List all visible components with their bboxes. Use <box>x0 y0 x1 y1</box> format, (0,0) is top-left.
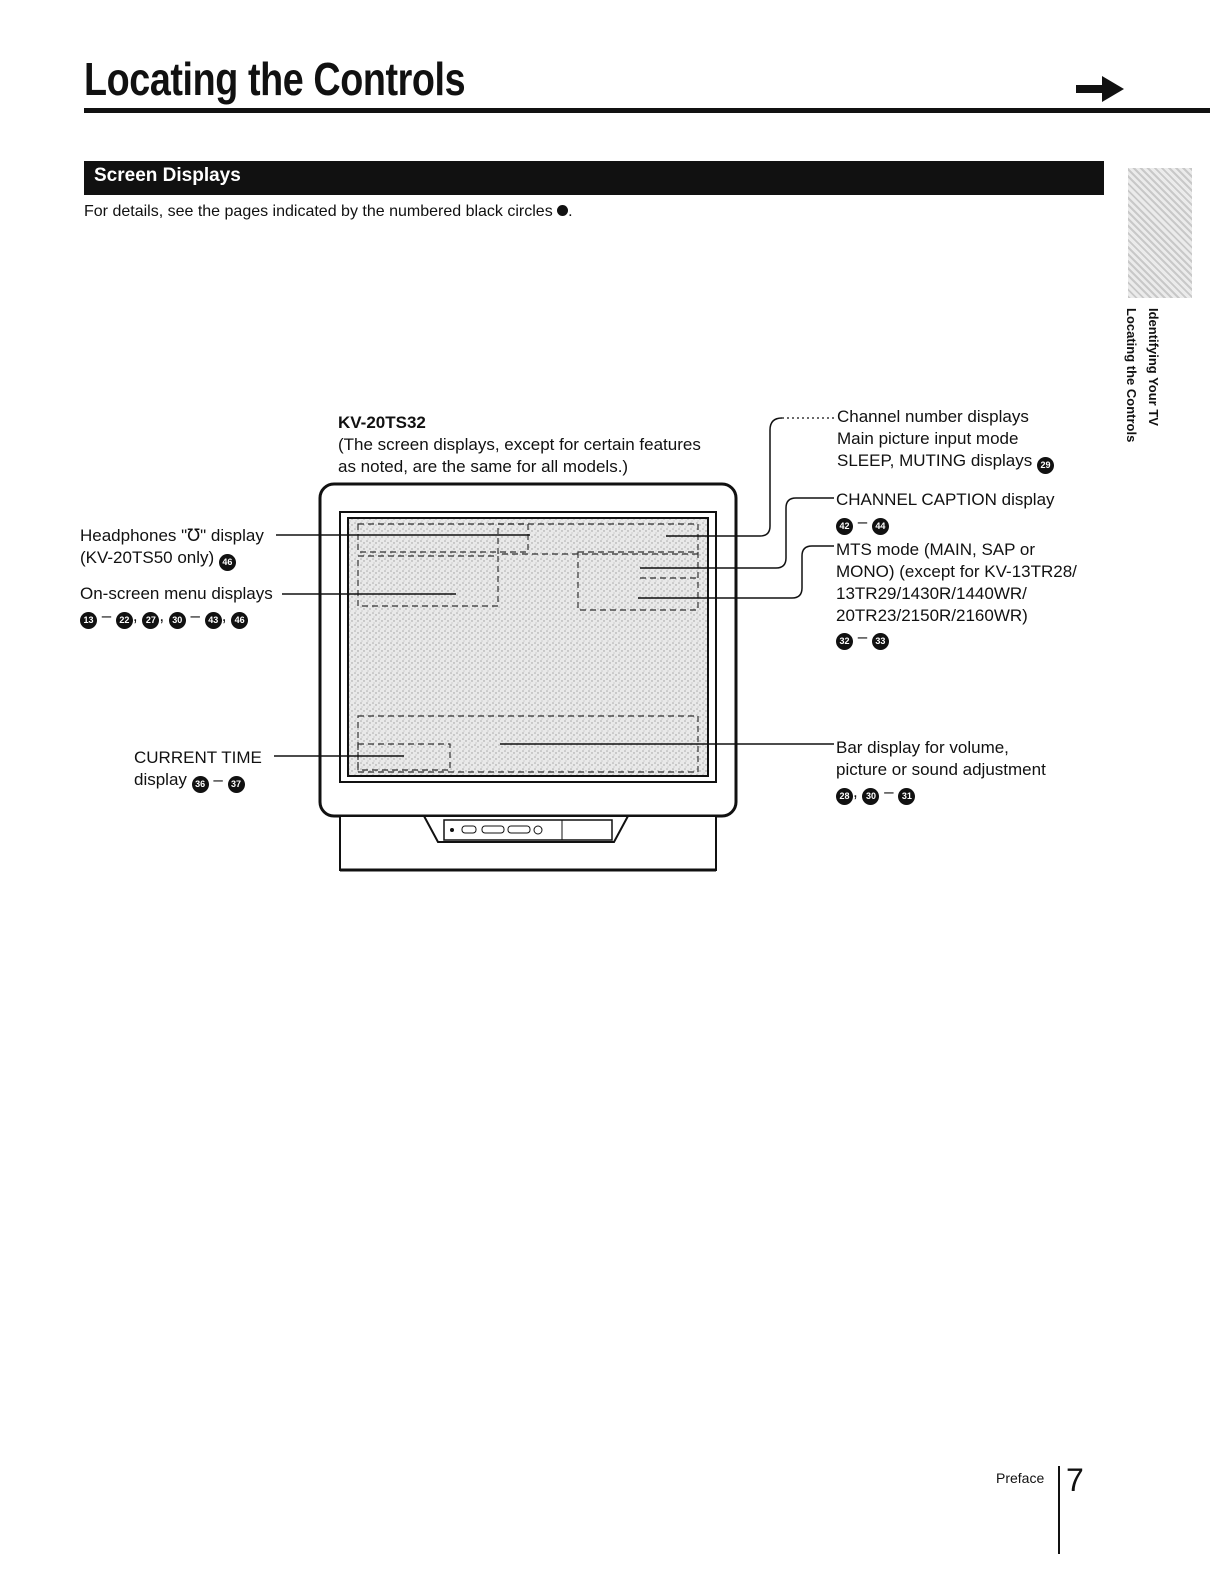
page-ref: 27 <box>142 612 159 629</box>
model-note-line1: (The screen displays, except for certain features <box>338 435 701 454</box>
sleep-muting-label <box>837 450 1054 474</box>
page-ref: 28 <box>836 788 853 805</box>
page-ref: 46 <box>231 612 248 629</box>
page-ref: 46 <box>219 554 236 571</box>
channel-label: Channel number displays <box>837 407 1029 426</box>
page-title: Locating the Controls <box>84 53 466 105</box>
footer-rule <box>1058 1466 1060 1554</box>
mts-label-1: MTS mode (MAIN, SAP or <box>836 540 1036 559</box>
page-ref: 31 <box>898 788 915 805</box>
page-ref: 32 <box>836 633 853 650</box>
page-ref: 33 <box>872 633 889 650</box>
headphones-label: Headphones "℧" display <box>80 526 264 545</box>
page-ref: 22 <box>116 612 133 629</box>
side-tab-line2: Locating the Controls <box>1124 308 1139 443</box>
mts-label-2: MONO) (except for KV-13TR28/ <box>836 562 1077 581</box>
menu-label: On-screen menu displays <box>80 584 273 603</box>
caption-pages: 42 – 44 <box>836 511 889 535</box>
time-label-display: display <box>134 770 187 789</box>
page-ref: 42 <box>836 518 853 535</box>
page-ref: 30 <box>169 612 186 629</box>
bar-pages: 28 , 30 – 31 <box>836 781 915 805</box>
model-note-line2: as noted, are the same for all models.) <box>338 457 629 476</box>
side-tab-line1: Identifying Your TV <box>1146 308 1161 426</box>
page-ref: 37 <box>228 776 245 793</box>
mts-label-4: 20TR23/2150R/2160WR) <box>836 606 1028 625</box>
input-mode-label: Main picture input mode <box>837 429 1019 448</box>
page-ref: 44 <box>872 518 889 535</box>
time-label: CURRENT TIME <box>134 748 262 767</box>
time-pages: display 36 – 37 <box>134 769 245 793</box>
mts-pages: 32 – 33 <box>836 626 889 650</box>
menu-pages: 13 – 22 , 27 , 30 – 43 , 46 <box>80 605 248 629</box>
bar-label-1: Bar display for volume, <box>836 738 1009 757</box>
mts-label-3: 13TR29/1430R/1440WR/ <box>836 584 1027 603</box>
page-number: 7 <box>1066 1462 1084 1498</box>
page-ref: 13 <box>80 612 97 629</box>
page-ref: 30 <box>862 788 879 805</box>
section-title: Screen Displays <box>94 165 241 186</box>
caption-label: CHANNEL CAPTION display <box>836 490 1055 509</box>
bar-label-2: picture or sound adjustment <box>836 760 1046 779</box>
intro-text-end: . <box>568 203 573 220</box>
intro-text-body: For details, see the pages indicated by the numbered black circles <box>84 203 553 220</box>
headphones-note <box>80 547 236 571</box>
page-ref: 43 <box>205 612 222 629</box>
page-ref: 36 <box>192 776 209 793</box>
sleep-muting-text: SLEEP, MUTING displays <box>837 451 1033 470</box>
headphones-model: (KV-20TS50 only) <box>80 548 215 567</box>
page-ref: 29 <box>1037 457 1054 474</box>
footer-section: Preface <box>996 1470 1045 1486</box>
model-name: KV-20TS32 <box>338 413 426 432</box>
